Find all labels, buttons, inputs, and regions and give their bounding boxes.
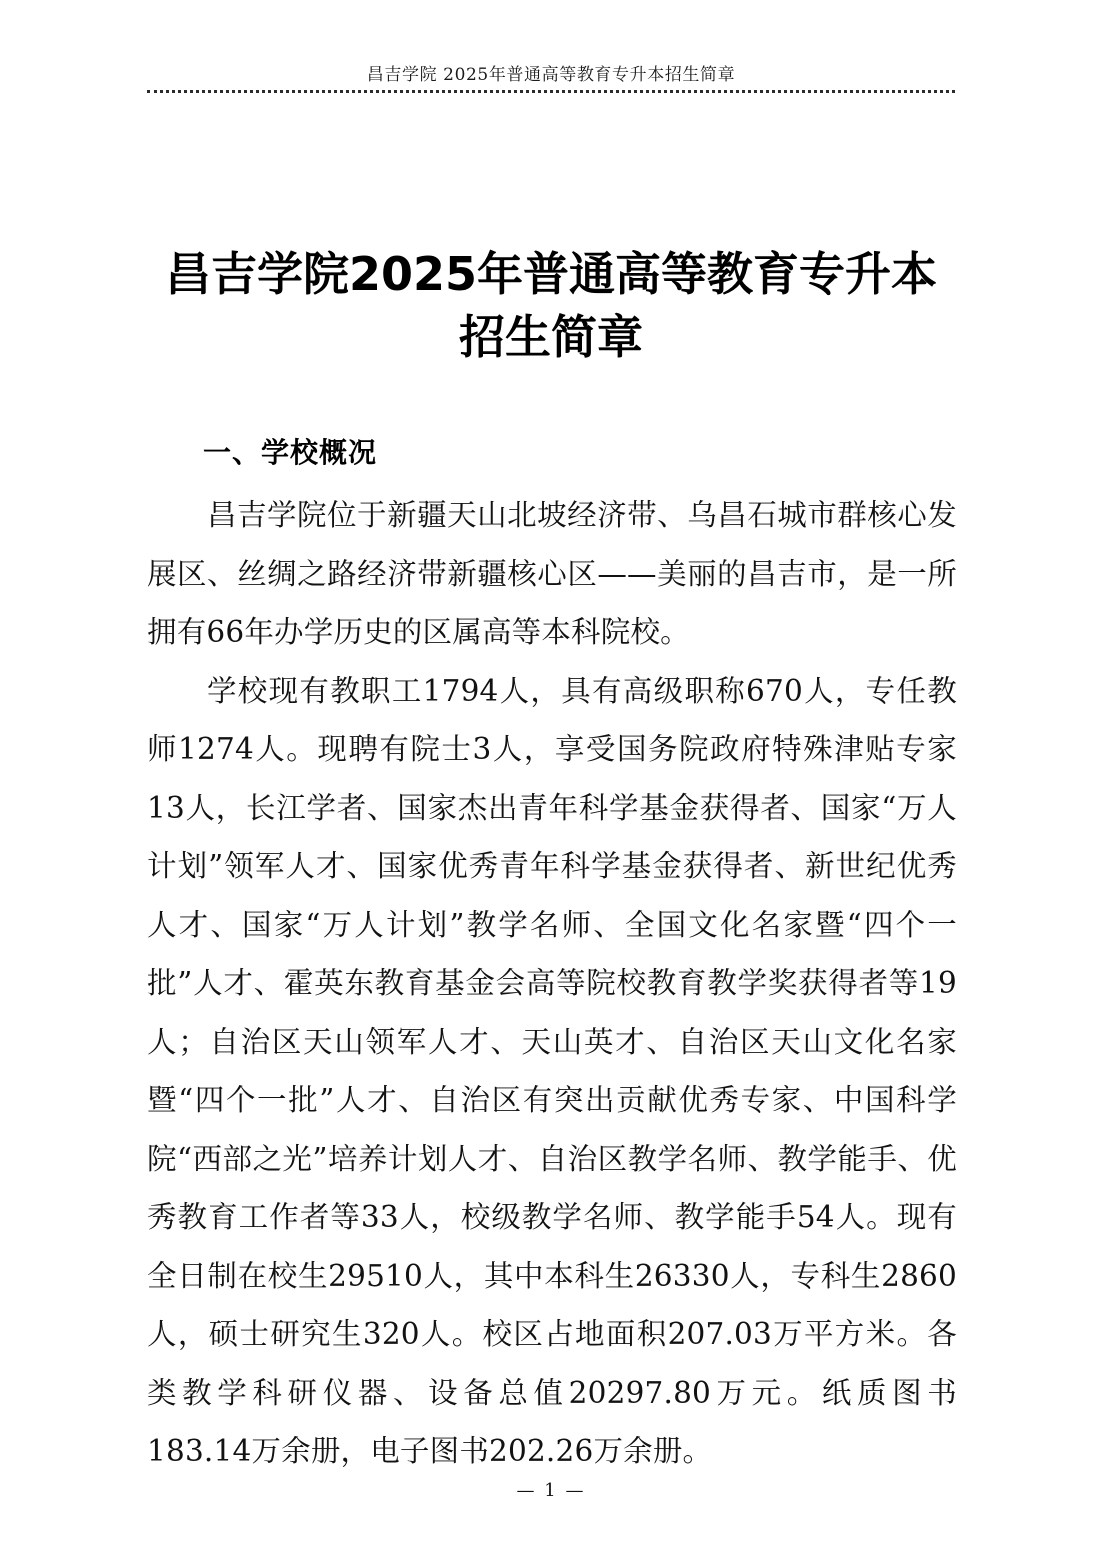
paragraph-school-statistics: 学校现有教职工1794人，具有高级职称670人，专任教师1274人。现聘有院士3人，享受国务院政府特殊津贴专家13人，长江学者、国家杰出青年科学基金获得者、国家“万人计划”领军人才、国家优秀青年科学基金获得者、新世纪优秀人才、国家“万人计划”教学名师、全国文化名家暨“四个一批”人才、霍英东教育基金会高等院校教育教学奖获得者等19人；自治区天山领军人才、天山英才、自治区天山文化名家暨“四个一批”人才、自治区有突出贡献优秀专家、中国科学院“西部之光”培养计划人才、自治区教学名师、教学能手、优秀教育工作者等33人，校级教学名师、教学能手54人。现有全日制在校生29510人，其中本科生26330人，专科生2860人，硕士研究生320人。校区占地面积207.03万平方米。各类教学科研仪器、设备总值20297.80万元。纸质图书183.14万余册，电子图书202.26万余册。	[147, 673, 957, 1468]
page-number-footer: — 1 —	[516, 1480, 586, 1501]
document-title-line-2: 招生简章	[459, 310, 643, 364]
document-title-line-1: 昌吉学院2025年普通高等教育专升本	[164, 247, 938, 301]
header-divider-rule	[147, 90, 955, 93]
paragraph-school-location: 昌吉学院位于新疆天山北坡经济带、乌昌石城市群核心发展区、丝绸之路经济带新疆核心区——美丽的昌吉市，是一所拥有66年办学历史的区属高等本科院校。	[147, 498, 957, 649]
document-title	[147, 243, 955, 369]
running-header	[147, 64, 955, 93]
running-header-title: 昌吉学院 2025年普通高等教育专升本招生简章	[366, 65, 736, 85]
section-heading-school-overview: 一、学校概况	[203, 436, 378, 469]
document-body	[147, 428, 957, 1481]
